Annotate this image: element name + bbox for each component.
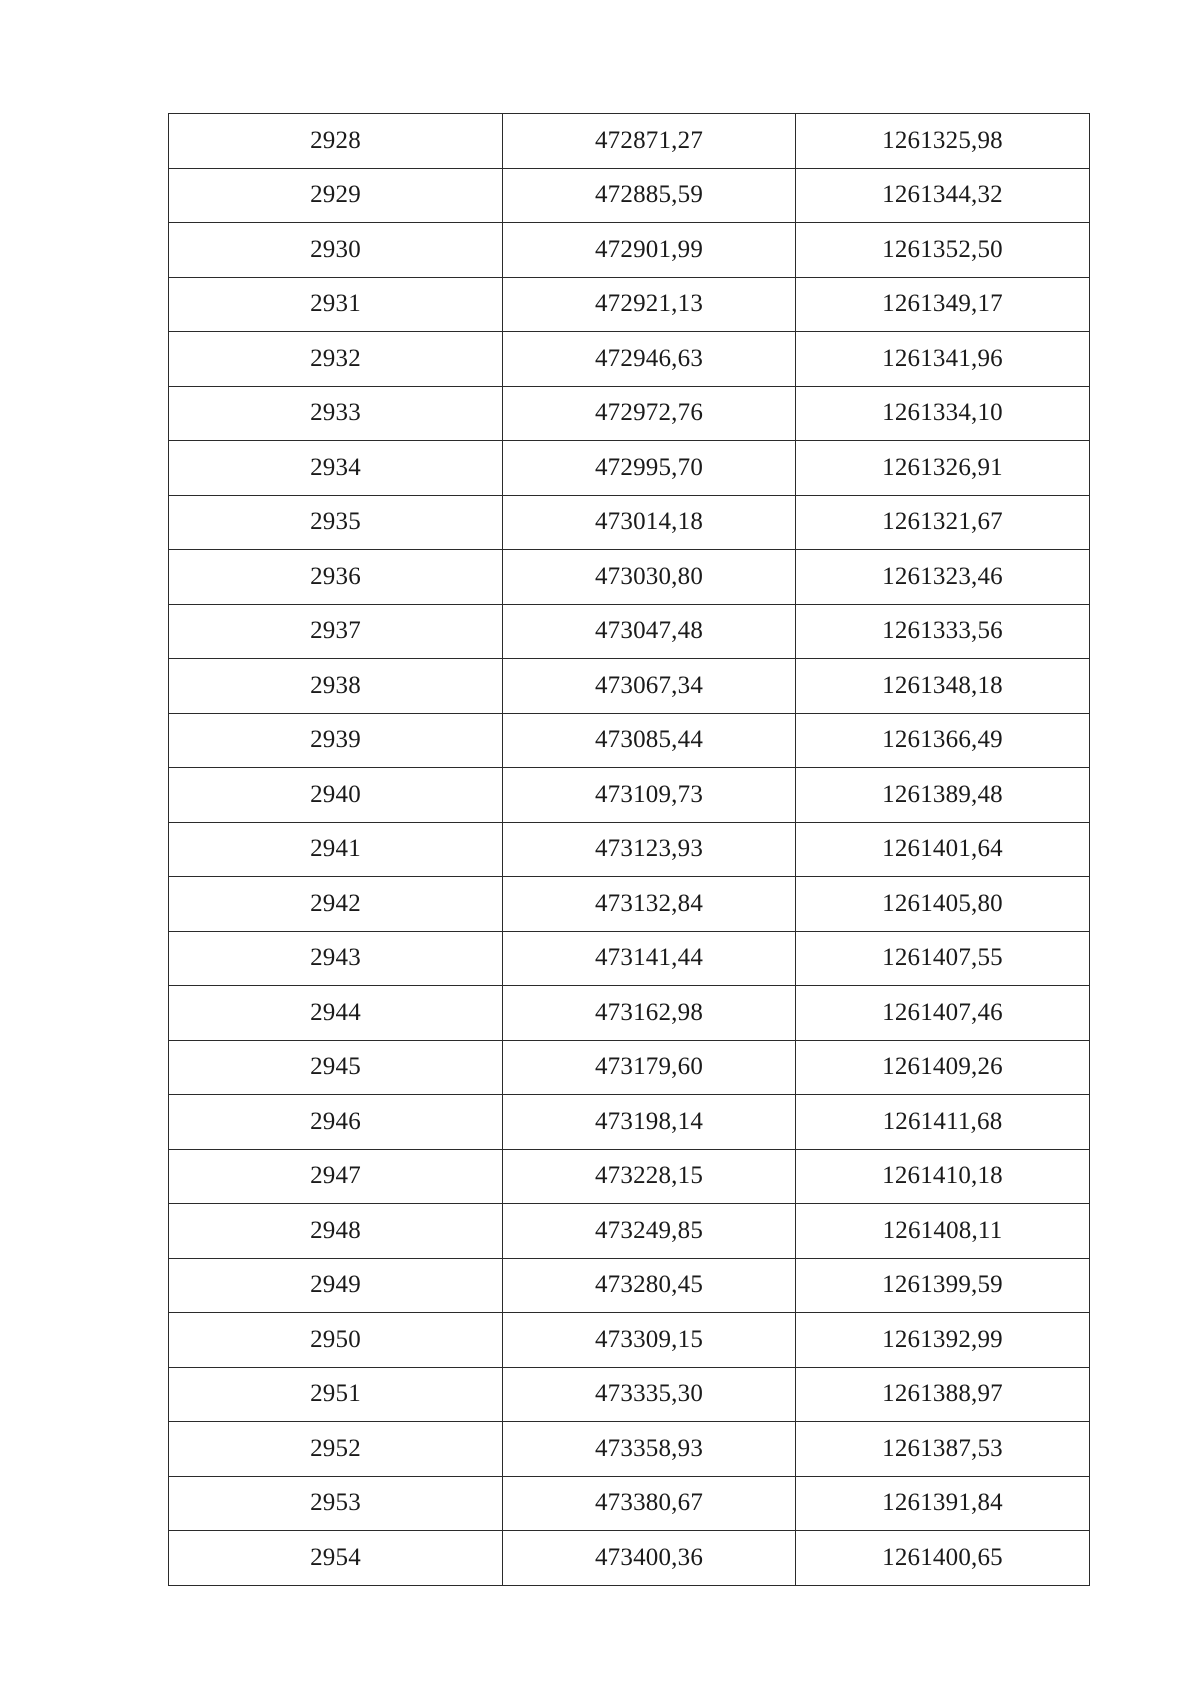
table-row bbox=[169, 332, 1090, 387]
x-coordinate-cell: 473198,14 bbox=[503, 1095, 796, 1150]
y-coordinate-cell: 1261407,46 bbox=[796, 986, 1090, 1041]
y-coordinate-cell: 1261349,17 bbox=[796, 277, 1090, 332]
point-number-cell: 2934 bbox=[169, 441, 503, 496]
table-row bbox=[169, 168, 1090, 223]
y-coordinate-cell: 1261409,26 bbox=[796, 1040, 1090, 1095]
table-row bbox=[169, 114, 1090, 169]
point-number-cell: 2933 bbox=[169, 386, 503, 441]
table-row bbox=[169, 1531, 1090, 1586]
coordinates-table bbox=[168, 113, 1090, 1586]
table-row bbox=[169, 822, 1090, 877]
point-number-cell: 2945 bbox=[169, 1040, 503, 1095]
point-number-cell: 2938 bbox=[169, 659, 503, 714]
point-number-cell: 2951 bbox=[169, 1367, 503, 1422]
table-row bbox=[169, 1476, 1090, 1531]
y-coordinate-cell: 1261389,48 bbox=[796, 768, 1090, 823]
table-row bbox=[169, 713, 1090, 768]
x-coordinate-cell: 473085,44 bbox=[503, 713, 796, 768]
y-coordinate-cell: 1261325,98 bbox=[796, 114, 1090, 169]
point-number-cell: 2952 bbox=[169, 1422, 503, 1477]
table-row bbox=[169, 1204, 1090, 1259]
x-coordinate-cell: 472946,63 bbox=[503, 332, 796, 387]
point-number-cell: 2939 bbox=[169, 713, 503, 768]
x-coordinate-cell: 472995,70 bbox=[503, 441, 796, 496]
x-coordinate-cell: 473179,60 bbox=[503, 1040, 796, 1095]
x-coordinate-cell: 473309,15 bbox=[503, 1313, 796, 1368]
table-row bbox=[169, 441, 1090, 496]
point-number-cell: 2932 bbox=[169, 332, 503, 387]
table-row bbox=[169, 1040, 1090, 1095]
y-coordinate-cell: 1261405,80 bbox=[796, 877, 1090, 932]
point-number-cell: 2928 bbox=[169, 114, 503, 169]
x-coordinate-cell: 473358,93 bbox=[503, 1422, 796, 1477]
point-number-cell: 2936 bbox=[169, 550, 503, 605]
x-coordinate-cell: 473400,36 bbox=[503, 1531, 796, 1586]
x-coordinate-cell: 473335,30 bbox=[503, 1367, 796, 1422]
point-number-cell: 2948 bbox=[169, 1204, 503, 1259]
y-coordinate-cell: 1261352,50 bbox=[796, 223, 1090, 278]
point-number-cell: 2953 bbox=[169, 1476, 503, 1531]
y-coordinate-cell: 1261388,97 bbox=[796, 1367, 1090, 1422]
y-coordinate-cell: 1261341,96 bbox=[796, 332, 1090, 387]
y-coordinate-cell: 1261334,10 bbox=[796, 386, 1090, 441]
x-coordinate-cell: 473123,93 bbox=[503, 822, 796, 877]
table-row bbox=[169, 659, 1090, 714]
coordinates-table-body bbox=[169, 114, 1090, 1586]
table-row bbox=[169, 1367, 1090, 1422]
x-coordinate-cell: 472921,13 bbox=[503, 277, 796, 332]
y-coordinate-cell: 1261323,46 bbox=[796, 550, 1090, 605]
x-coordinate-cell: 473067,34 bbox=[503, 659, 796, 714]
y-coordinate-cell: 1261411,68 bbox=[796, 1095, 1090, 1150]
x-coordinate-cell: 472901,99 bbox=[503, 223, 796, 278]
y-coordinate-cell: 1261410,18 bbox=[796, 1149, 1090, 1204]
table-row bbox=[169, 1149, 1090, 1204]
y-coordinate-cell: 1261400,65 bbox=[796, 1531, 1090, 1586]
y-coordinate-cell: 1261321,67 bbox=[796, 495, 1090, 550]
x-coordinate-cell: 472885,59 bbox=[503, 168, 796, 223]
table-row bbox=[169, 768, 1090, 823]
y-coordinate-cell: 1261391,84 bbox=[796, 1476, 1090, 1531]
table-row bbox=[169, 604, 1090, 659]
x-coordinate-cell: 472871,27 bbox=[503, 114, 796, 169]
point-number-cell: 2935 bbox=[169, 495, 503, 550]
point-number-cell: 2937 bbox=[169, 604, 503, 659]
point-number-cell: 2940 bbox=[169, 768, 503, 823]
x-coordinate-cell: 473014,18 bbox=[503, 495, 796, 550]
point-number-cell: 2947 bbox=[169, 1149, 503, 1204]
x-coordinate-cell: 473132,84 bbox=[503, 877, 796, 932]
x-coordinate-cell: 473380,67 bbox=[503, 1476, 796, 1531]
table-row bbox=[169, 495, 1090, 550]
table-row bbox=[169, 877, 1090, 932]
y-coordinate-cell: 1261408,11 bbox=[796, 1204, 1090, 1259]
point-number-cell: 2931 bbox=[169, 277, 503, 332]
x-coordinate-cell: 473109,73 bbox=[503, 768, 796, 823]
table-row bbox=[169, 1422, 1090, 1477]
point-number-cell: 2929 bbox=[169, 168, 503, 223]
point-number-cell: 2946 bbox=[169, 1095, 503, 1150]
point-number-cell: 2944 bbox=[169, 986, 503, 1041]
table-row bbox=[169, 1313, 1090, 1368]
y-coordinate-cell: 1261401,64 bbox=[796, 822, 1090, 877]
y-coordinate-cell: 1261326,91 bbox=[796, 441, 1090, 496]
y-coordinate-cell: 1261387,53 bbox=[796, 1422, 1090, 1477]
point-number-cell: 2949 bbox=[169, 1258, 503, 1313]
x-coordinate-cell: 473030,80 bbox=[503, 550, 796, 605]
table-row bbox=[169, 386, 1090, 441]
point-number-cell: 2941 bbox=[169, 822, 503, 877]
x-coordinate-cell: 473228,15 bbox=[503, 1149, 796, 1204]
table-row bbox=[169, 223, 1090, 278]
y-coordinate-cell: 1261333,56 bbox=[796, 604, 1090, 659]
table-row bbox=[169, 277, 1090, 332]
point-number-cell: 2942 bbox=[169, 877, 503, 932]
point-number-cell: 2930 bbox=[169, 223, 503, 278]
x-coordinate-cell: 473141,44 bbox=[503, 931, 796, 986]
y-coordinate-cell: 1261399,59 bbox=[796, 1258, 1090, 1313]
table-row bbox=[169, 1258, 1090, 1313]
x-coordinate-cell: 473280,45 bbox=[503, 1258, 796, 1313]
point-number-cell: 2950 bbox=[169, 1313, 503, 1368]
x-coordinate-cell: 472972,76 bbox=[503, 386, 796, 441]
y-coordinate-cell: 1261392,99 bbox=[796, 1313, 1090, 1368]
point-number-cell: 2943 bbox=[169, 931, 503, 986]
y-coordinate-cell: 1261344,32 bbox=[796, 168, 1090, 223]
point-number-cell: 2954 bbox=[169, 1531, 503, 1586]
table-row bbox=[169, 986, 1090, 1041]
y-coordinate-cell: 1261407,55 bbox=[796, 931, 1090, 986]
x-coordinate-cell: 473047,48 bbox=[503, 604, 796, 659]
table-row bbox=[169, 550, 1090, 605]
table-row bbox=[169, 1095, 1090, 1150]
y-coordinate-cell: 1261366,49 bbox=[796, 713, 1090, 768]
table-row bbox=[169, 931, 1090, 986]
x-coordinate-cell: 473249,85 bbox=[503, 1204, 796, 1259]
x-coordinate-cell: 473162,98 bbox=[503, 986, 796, 1041]
y-coordinate-cell: 1261348,18 bbox=[796, 659, 1090, 714]
